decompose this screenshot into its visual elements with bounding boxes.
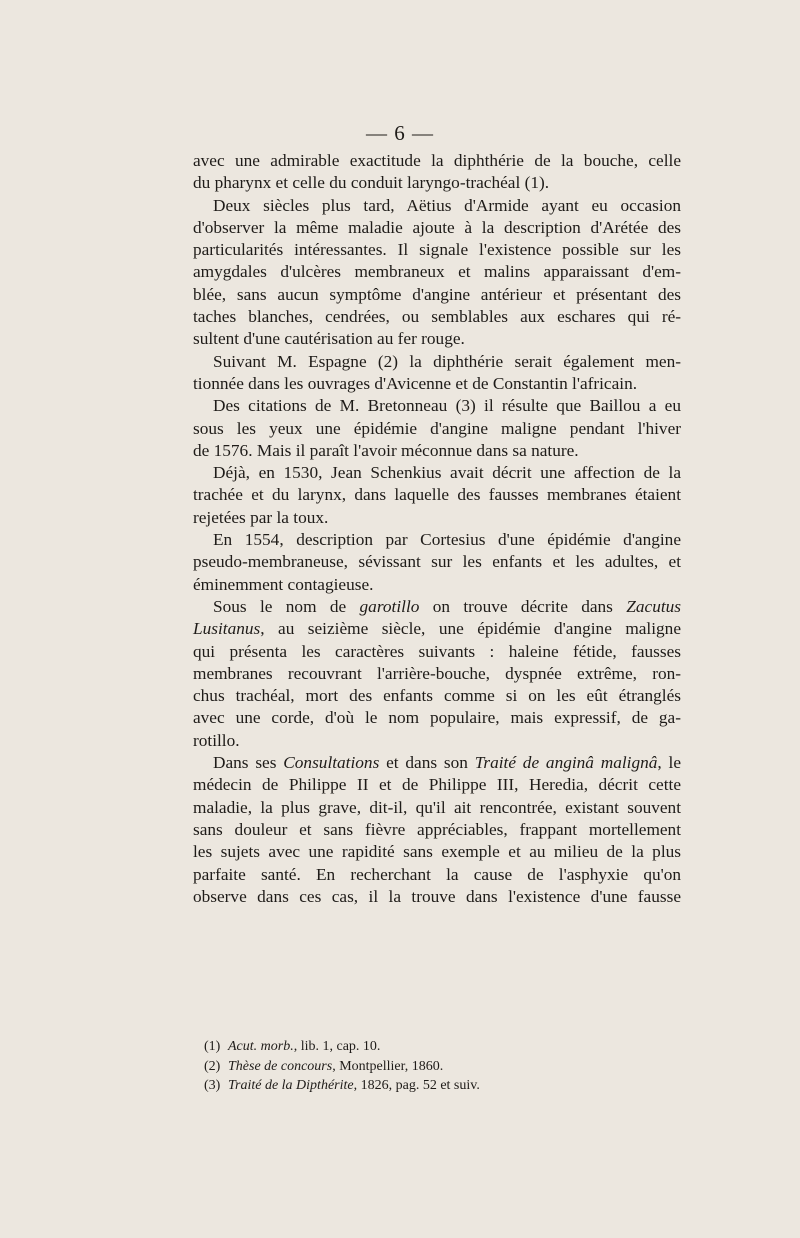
footnote	[204, 1057, 664, 1077]
footnote-reference: , Montpellier, 1860.	[332, 1058, 444, 1074]
footnote-marker: (1)	[204, 1039, 221, 1054]
text-line: rotillo.	[193, 730, 240, 750]
text-line: sous les yeux une épidémie d'angine maligne pendant l'hiver	[193, 418, 681, 438]
text-line: avec une admirable exactitude la diphthérie de la bouche, celle	[193, 151, 681, 170]
footnotes	[204, 1037, 664, 1096]
text-line: les sujets avec une rapidité sans exemple et au milieu de la plus	[193, 842, 681, 862]
text-line: amygdales d'ulcères membraneux et malins apparaissant d'em-	[193, 262, 681, 282]
text-line: de 1576. Mais il paraît l'avoir méconnue dans sa nature.	[193, 440, 579, 460]
text-line: blée, sans aucun symptôme d'angine antérieur et présentant des	[193, 284, 681, 304]
text-line: pseudo-membraneuse, sévissant sur les enfants et les adultes, et	[193, 552, 681, 572]
text-line: chus trachéal, mort des enfants comme si on les eût étranglés	[193, 686, 681, 706]
text-line: Lusitanus, au seizième siècle, une épidémie d'angine maligne	[193, 619, 681, 639]
text-line: d'observer la même maladie ajoute à la description d'Arétée des	[193, 217, 681, 237]
footnote	[204, 1037, 664, 1057]
footnote-marker: (2)	[204, 1058, 221, 1074]
footnote-marker: (3)	[204, 1078, 221, 1093]
text-line: sultent d'une cautérisation au fer rouge.	[193, 329, 465, 349]
text-line: Suivant M. Espagne (2) la diphthérie serait également men-	[213, 351, 681, 371]
text-line: du pharynx et celle du conduit laryngo-trachéal (1).	[193, 173, 550, 193]
text-line: sans douleur et sans fièvre appréciables, frappant mortellement	[193, 819, 681, 839]
text-line: Dans ses Consultations et dans son Traité de anginâ malignâ, le	[213, 753, 682, 773]
footnote-title: Acut. morb.	[228, 1039, 294, 1054]
text-line: particularités intéressantes. Il signale l'existence possible sur les	[193, 240, 681, 260]
footnote-title: Traité de la Dipthérite	[228, 1078, 354, 1093]
footnote-reference: , lib. 1, cap. 10.	[293, 1039, 381, 1054]
text-line: médecin de Philippe II et de Philippe III, Heredia, décrit cette	[193, 775, 681, 795]
text-line: observe dans ces cas, il la trouve dans l'existence d'une fausse	[193, 886, 681, 906]
text-line: Déjà, en 1530, Jean Schenkius avait décrit une affection de la	[213, 463, 681, 483]
text-line: éminemment contagieuse.	[193, 574, 374, 594]
text-line: rejetées par la toux.	[193, 507, 329, 527]
page-number: — 6 —	[366, 121, 434, 145]
text-line: tionnée dans les ouvrages d'Avicenne et de Constantin l'africain.	[193, 373, 638, 393]
text-line: parfaite santé. En recherchant la cause de l'asphyxie qu'on	[193, 864, 681, 884]
body-text	[193, 150, 681, 908]
footnote-reference: , 1826, pag. 52 et suiv.	[353, 1078, 480, 1093]
text-line: Sous le nom de garotillo on trouve décrite dans Zacutus	[213, 596, 681, 616]
text-line: avec une corde, d'où le nom populaire, mais expressif, de ga-	[193, 708, 681, 728]
text-line: En 1554, description par Cortesius d'une épidémie d'angine	[213, 530, 681, 550]
text-line: taches blanches, cendrées, ou semblables aux eschares qui ré-	[193, 307, 681, 327]
text-line: membranes recouvrant l'arrière-bouche, dyspnée extrême, ron-	[193, 663, 681, 683]
footnote	[204, 1076, 664, 1096]
text-line: trachée et du larynx, dans laquelle des fausses membranes étaient	[193, 485, 681, 505]
text-line: Des citations de M. Bretonneau (3) il résulte que Baillou a eu	[213, 396, 681, 416]
text-line: Deux siècles plus tard, Aëtius d'Armide ayant eu occasion	[213, 195, 681, 215]
text-line: maladie, la plus grave, dit-il, qu'il ait rencontrée, existant souvent	[193, 797, 681, 817]
footnote-title: Thèse de concours	[228, 1058, 333, 1074]
text-line: qui présenta les caractères suivants : haleine fétide, fausses	[193, 641, 681, 661]
